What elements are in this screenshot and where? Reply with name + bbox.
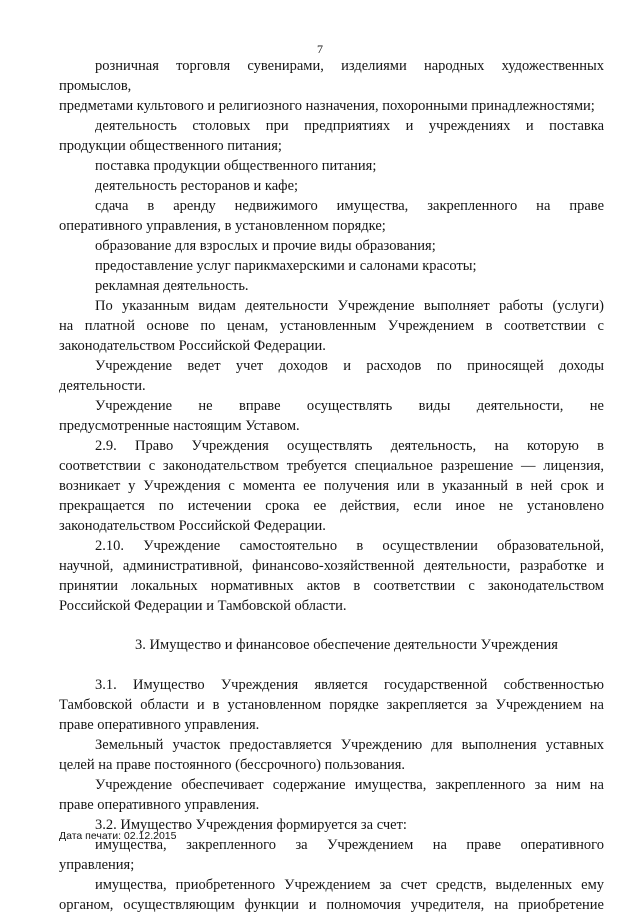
- text-line: Земельный участок предоставляется Учреждению для выполнения уставных: [95, 737, 604, 753]
- text-line: законодательством Российской Федерации.: [59, 338, 326, 354]
- text-line: на платной основе по ценам, установленным Учреждением в соответствии с: [59, 318, 604, 334]
- page-number: 7: [317, 42, 323, 56]
- text-line: целей на праве постоянного (бессрочного) пользования.: [59, 757, 406, 773]
- text-line: рекламная деятельность.: [95, 278, 249, 294]
- text-line: 3.1. Имущество Учреждения является государственной собственностью: [95, 677, 604, 693]
- text-line: предусмотренные настоящим Уставом.: [59, 418, 300, 434]
- document-body: [59, 56, 604, 915]
- text-line: соответствии с законодательством требуется специальное разрешение — лицензия,: [59, 458, 604, 474]
- text-line: управления;: [59, 857, 135, 873]
- section-title: 3. Имущество и финансовое обеспечение деятельности Учреждения: [135, 637, 558, 653]
- text-line: законодательством Российской Федерации.: [59, 518, 326, 534]
- text-line: Российской Федерации и Тамбовской области.: [59, 598, 347, 614]
- text-line: прекращается по истечении срока ее действия, если иное не установлено: [59, 498, 604, 514]
- text-line: Учреждение обеспечивает содержание имущества, закрепленного за ним на: [95, 777, 604, 793]
- text-line: Учреждение не вправе осуществлять виды деятельности, не: [95, 398, 604, 414]
- text-line: имущества, приобретенного Учреждением за счет средств, выделенных ему: [95, 877, 604, 893]
- text-line: Тамбовской области и в установленном порядке закрепляется за Учреждением на: [59, 697, 604, 713]
- text-line: имущества, закрепленного за Учреждением на праве оперативного: [95, 837, 604, 853]
- section-3-text: [59, 675, 604, 915]
- text-line: 2.9. Право Учреждения осуществлять деятельность, на которую в: [95, 438, 604, 454]
- text-line: оперативного управления, в установленном порядке;: [59, 218, 386, 234]
- text-line: деятельность ресторанов и кафе;: [95, 178, 299, 194]
- text-line: По указанным видам деятельности Учреждение выполняет работы (услуги): [95, 298, 604, 314]
- text-line: предметами культового и религиозного назначения, похоронными принадлежностями;: [59, 98, 595, 114]
- text-line: 2.10. Учреждение самостоятельно в осуществлении образовательной,: [95, 538, 604, 554]
- text-line: праве оперативного управления.: [59, 717, 260, 733]
- text-line: возникает у Учреждения с момента ее получения или в указанный в ней срок и: [59, 478, 604, 494]
- text-line: принятии локальных нормативных актов в соответствии с законодательством: [59, 578, 604, 594]
- text-line: предоставление услуг парикмахерскими и салонами красоты;: [95, 258, 477, 274]
- text-line: деятельность столовых при предприятиях и учреждениях и поставка: [95, 118, 604, 134]
- section-2-text: [59, 56, 604, 616]
- text-line: поставка продукции общественного питания;: [95, 158, 377, 174]
- print-date-footer: Дата печати: 02.12.2015: [59, 830, 177, 842]
- text-line: научной, административной, финансово-хозяйственной деятельности, разработке и: [59, 558, 604, 574]
- text-line: органом, осуществляющим функции и полномочия учредителя, на приобретение: [59, 897, 604, 913]
- text-line: праве оперативного управления.: [59, 797, 260, 813]
- text-line: розничная торговля сувенирами, изделиями народных художественных промыслов,: [59, 58, 604, 94]
- text-line: продукции общественного питания;: [59, 138, 282, 154]
- text-line: Учреждение ведет учет доходов и расходов по приносящей доходы: [95, 358, 604, 374]
- text-line: образование для взрослых и прочие виды образования;: [95, 238, 436, 254]
- text-line: сдача в аренду недвижимого имущества, закрепленного на праве: [95, 198, 604, 214]
- text-line: деятельности.: [59, 378, 146, 394]
- text-line: 3.2. Имущество Учреждения формируется за счет:: [95, 817, 407, 833]
